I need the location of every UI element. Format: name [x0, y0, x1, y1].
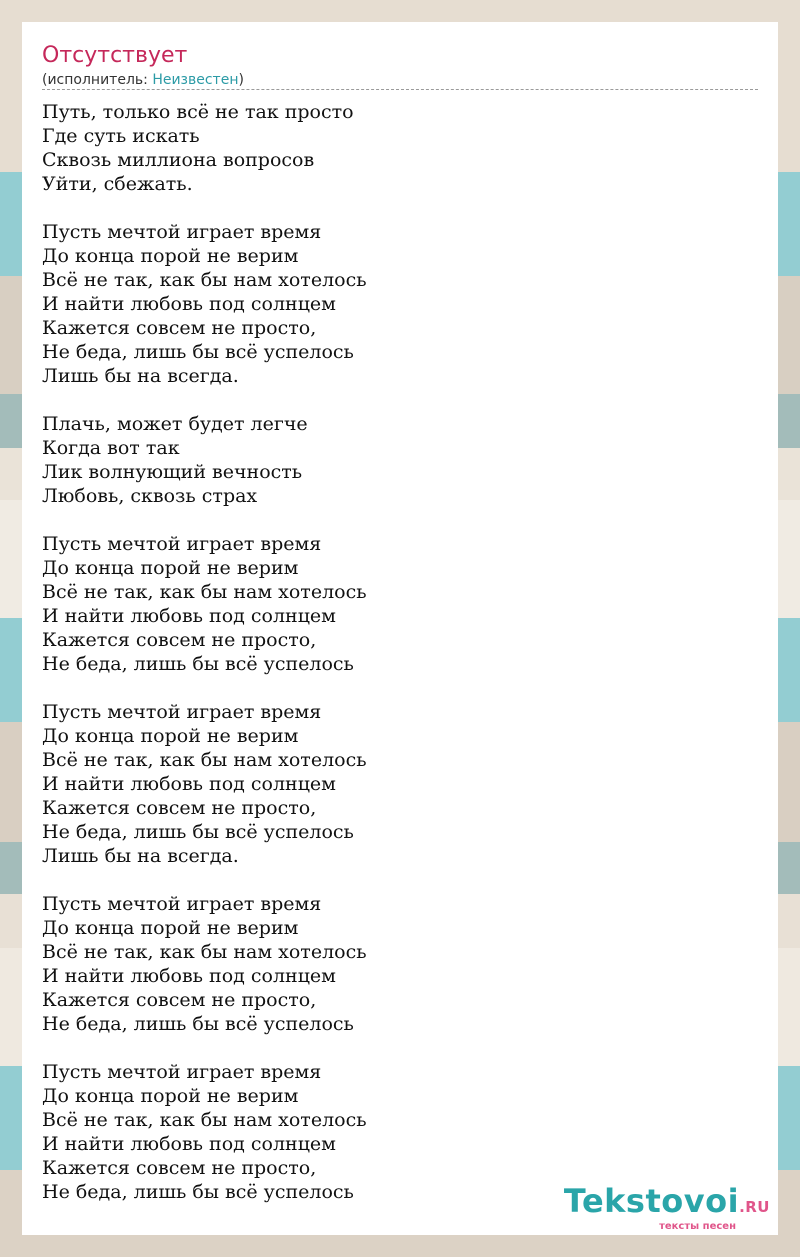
lyric-line: Пусть мечтой играет время — [42, 533, 322, 555]
lyric-line: До конца порой не верим — [42, 1085, 299, 1107]
lyric-line: Не беда, лишь бы всё успелось — [42, 1181, 354, 1203]
lyric-line: Кажется совсем не просто, — [42, 797, 317, 819]
artist-link[interactable]: Неизвестен — [152, 72, 239, 88]
lyric-line: Лик волнующий вечность — [42, 461, 303, 483]
lyric-line: Путь, только всё не так просто — [42, 101, 354, 123]
lyrics-text — [42, 100, 367, 1204]
lyric-line: Кажется совсем не просто, — [42, 317, 317, 339]
lyric-line: Всё не так, как бы нам хотелось — [42, 1109, 367, 1131]
title-divider — [42, 89, 758, 90]
logo-name: Tekstovoi — [563, 1182, 740, 1220]
lyric-line: Всё не так, как бы нам хотелось — [42, 269, 367, 291]
lyric-line: Кажется совсем не просто, — [42, 1157, 317, 1179]
lyric-line: Где суть искать — [42, 125, 200, 147]
lyric-line: Кажется совсем не просто, — [42, 629, 317, 651]
logo-tld: .RU — [739, 1198, 770, 1216]
lyric-line: Когда вот так — [42, 437, 180, 459]
stanza-break — [42, 1036, 367, 1060]
lyric-line: И найти любовь под солнцем — [42, 773, 336, 795]
stanza-break — [42, 388, 367, 412]
lyric-line: Кажется совсем не просто, — [42, 989, 317, 1011]
lyric-line: Пусть мечтой играет время — [42, 1061, 322, 1083]
lyric-line: И найти любовь под солнцем — [42, 965, 336, 987]
lyrics-card — [22, 22, 778, 1235]
lyric-line: Пусть мечтой играет время — [42, 893, 322, 915]
lyric-line: Не беда, лишь бы всё успелось — [42, 821, 354, 843]
lyric-line: Всё не так, как бы нам хотелось — [42, 581, 367, 603]
lyric-line: Всё не так, как бы нам хотелось — [42, 941, 367, 963]
lyric-line: Лишь бы на всегда. — [42, 845, 239, 867]
song-title: Отсутствует — [42, 43, 188, 68]
lyric-line: Сквозь миллиона вопросов — [42, 149, 315, 171]
lyric-line: Лишь бы на всегда. — [42, 365, 239, 387]
lyric-line: До конца порой не верим — [42, 557, 299, 579]
lyric-line: До конца порой не верим — [42, 725, 299, 747]
lyric-line: Не беда, лишь бы всё успелось — [42, 341, 354, 363]
lyric-line: Уйти, сбежать. — [42, 173, 193, 195]
lyric-line: Плачь, может будет легче — [42, 413, 308, 435]
stanza-break — [42, 676, 367, 700]
lyric-line: Пусть мечтой играет время — [42, 221, 322, 243]
artist-suffix: ) — [238, 72, 244, 88]
lyric-line: Любовь, сквозь страх — [42, 485, 258, 507]
stanza-break — [42, 868, 367, 892]
stanza-break — [42, 508, 367, 532]
lyric-line: Не беда, лишь бы всё успелось — [42, 653, 354, 675]
stanza-break — [42, 196, 367, 220]
artist-line — [42, 71, 244, 89]
lyric-line: И найти любовь под солнцем — [42, 1133, 336, 1155]
lyric-line: Пусть мечтой играет время — [42, 701, 322, 723]
artist-prefix: (исполнитель: — [42, 72, 153, 88]
lyric-line: До конца порой не верим — [42, 245, 299, 267]
lyric-line: И найти любовь под солнцем — [42, 293, 336, 315]
logo-tagline: тексты песен — [659, 1221, 736, 1232]
lyric-line: Не беда, лишь бы всё успелось — [42, 1013, 354, 1035]
site-logo[interactable] — [564, 1183, 770, 1233]
lyric-line: Всё не так, как бы нам хотелось — [42, 749, 367, 771]
lyric-line: До конца порой не верим — [42, 917, 299, 939]
lyric-line: И найти любовь под солнцем — [42, 605, 336, 627]
